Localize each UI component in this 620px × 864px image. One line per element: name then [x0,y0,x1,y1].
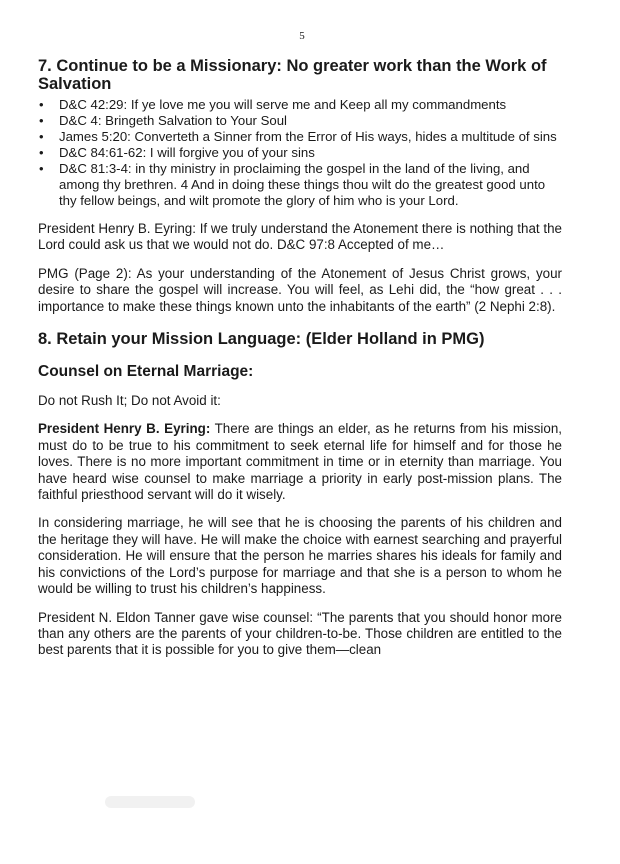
eternal-marriage-heading: Counsel on Eternal Marriage: [38,363,254,381]
marriage-intro: Do not Rush It; Do not Avoid it: [38,393,221,409]
scan-smudge [105,796,195,808]
list-item [38,113,562,129]
eyring-atonement-quote: President Henry B. Eyring: If we truly understand the Atonement there is nothing that the Lord could ask us that we would not do. D&C 97:8 Accepted of me… [38,221,562,253]
scripture-reference: D&C 42:29: If ye love me you will serve me and Keep all my commandments [59,97,507,112]
bullet-icon: • [39,161,44,176]
list-item [38,161,562,209]
tanner-counsel-paragraph: President N. Eldon Tanner gave wise counsel: “The parents that you should honor more than any others are the parents of your children-to-be. Those children are entitled to the best parents that it is possible for you to give them—clean [38,609,562,658]
bullet-icon: • [39,129,44,144]
pmg-quote: PMG (Page 2): As your understanding of the Atonement of Jesus Christ grows, your desire to share the gospel will increase. You will feel, as Lehi did, the “how great . . . importance to make these things known unto the inhabitants of the earth” (2 Nephi 2:8). [38,265,562,314]
page-content [38,57,562,659]
considering-marriage-paragraph: In considering marriage, he will see that he is choosing the parents of his children and the heritage they will have. He will make the choice with earnest searching and prayerful consideration. He will ensure that the person he marries shares his ideals for family and his convictions of the Lord’s purpose for marriage and that she is a person to whom he would be willing to trust his children’s happiness. [38,515,562,597]
eyring-marriage-paragraph [38,421,562,503]
bullet-icon: • [39,145,44,160]
bullet-icon: • [39,113,44,128]
scripture-reference: James 5:20: Converteth a Sinner from the Error of His ways, hides a multitude of sins [59,129,557,144]
scripture-reference: D&C 84:61-62: I will forgive you of your sins [59,145,315,160]
section-7-heading: 7. Continue to be a Missionary: No greater work than the Work of Salvation [38,57,547,93]
scripture-reference: D&C 4: Bringeth Salvation to Your Soul [59,113,287,128]
list-item [38,97,562,113]
list-item [38,145,562,161]
speaker-name: President Henry B. Eyring: [38,421,211,437]
paragraph-text: There are things an elder, as he returns from his mission, must do to be true to his commitment to seek eternal life for himself and for those he loves. There is no more important commitment in time or in eternity than marriage. You have heard wise counsel to make marriage a priority in early post-mission plans. The faithful priesthood servant will do it wisely. [38,421,562,503]
section-8-heading: 8. Retain your Mission Language: (Elder Holland in PMG) [38,330,485,349]
scripture-reference-list [38,97,562,209]
page-number: 5 [299,30,305,42]
list-item [38,129,562,145]
bullet-icon: • [39,97,44,112]
scripture-reference: D&C 81:3-4: in thy ministry in proclaiming the gospel in the land of the living, and among thy brethren. 4 And in doing these things thou wilt do the greatest good unto thy fellow beings, and wilt promote the glory of him who is your Lord. [59,161,546,208]
